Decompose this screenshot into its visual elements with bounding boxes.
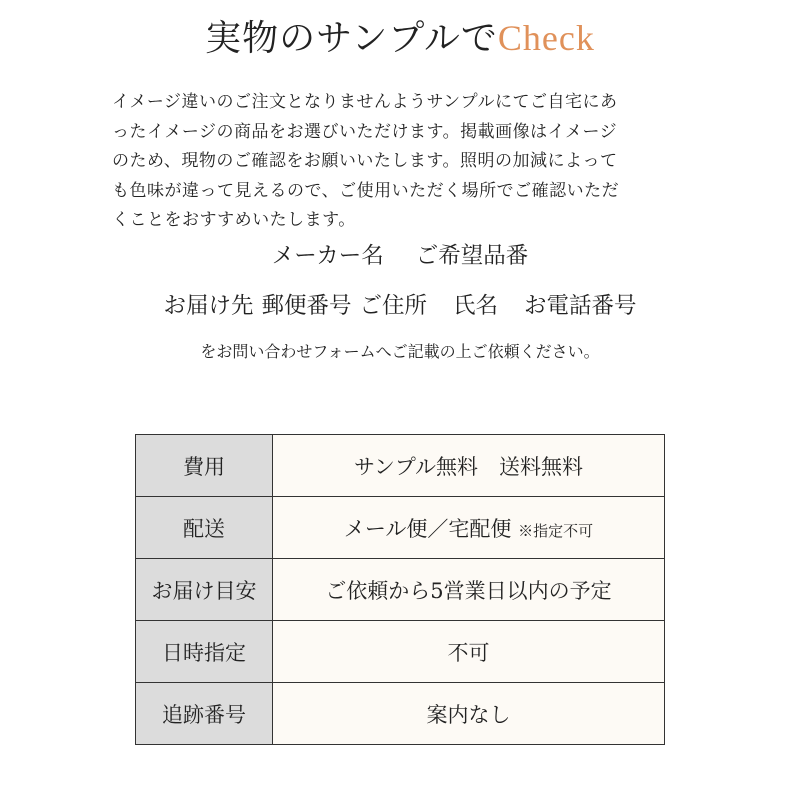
phone-number-label: お電話番号 xyxy=(524,293,637,319)
required-info-line-2 xyxy=(0,286,800,326)
row-value-text: サンプル無料 送料無料 xyxy=(353,454,584,479)
row-label: 配送 xyxy=(136,497,273,559)
address-label: ご住所 xyxy=(359,293,427,319)
table-row xyxy=(136,559,665,621)
table-row xyxy=(136,683,665,745)
row-label: お届け目安 xyxy=(136,559,273,621)
title-main: 実物のサンプルで xyxy=(205,18,498,59)
sample-info-table xyxy=(135,434,665,745)
row-value xyxy=(273,621,665,683)
desired-product-number-label: ご希望品番 xyxy=(415,243,529,269)
table-row xyxy=(136,497,665,559)
row-value xyxy=(273,683,665,745)
row-value xyxy=(273,559,665,621)
row-label: 費用 xyxy=(136,435,273,497)
maker-name-label: メーカー名 xyxy=(271,243,384,269)
intro-paragraph xyxy=(112,88,692,236)
delivery-address-label: お届け先 xyxy=(163,293,254,319)
row-value-text: 不可 xyxy=(447,640,490,665)
intro-line: のため、現物のご確認をお願いいたします。照明の加減によって xyxy=(112,151,618,171)
table-row xyxy=(136,621,665,683)
title-accent: Check xyxy=(497,18,595,58)
row-label: 追跡番号 xyxy=(136,683,273,745)
page-title xyxy=(0,12,800,65)
required-info-line-1 xyxy=(0,236,800,276)
inquiry-note: をお問い合わせフォームへご記載の上ご依頼ください。 xyxy=(200,342,600,361)
row-value-note: ※指定不可 xyxy=(518,521,594,540)
row-label: 日時指定 xyxy=(136,621,273,683)
intro-line: も色味が違って見えるので、ご使用いただく場所でご確認いただ xyxy=(112,180,620,201)
intro-line: イメージ違いのご注文となりませんようサンプルにてご自宅にあ xyxy=(112,92,618,112)
postal-code-label: 郵便番号 xyxy=(261,293,352,319)
row-value-text: 案内なし xyxy=(426,702,511,727)
intro-line: くことをおすすめいたします。 xyxy=(112,210,356,230)
row-value xyxy=(273,497,665,559)
intro-line: ったイメージの商品をお選びいただけます。掲載画像はイメージ xyxy=(112,121,618,142)
row-value-text: メール便／宅配便 xyxy=(343,516,512,541)
table-row xyxy=(136,435,665,497)
row-value-text: ご依頼から5営業日以内の予定 xyxy=(325,578,612,603)
row-value xyxy=(273,435,665,497)
name-label: 氏名 xyxy=(453,293,499,319)
